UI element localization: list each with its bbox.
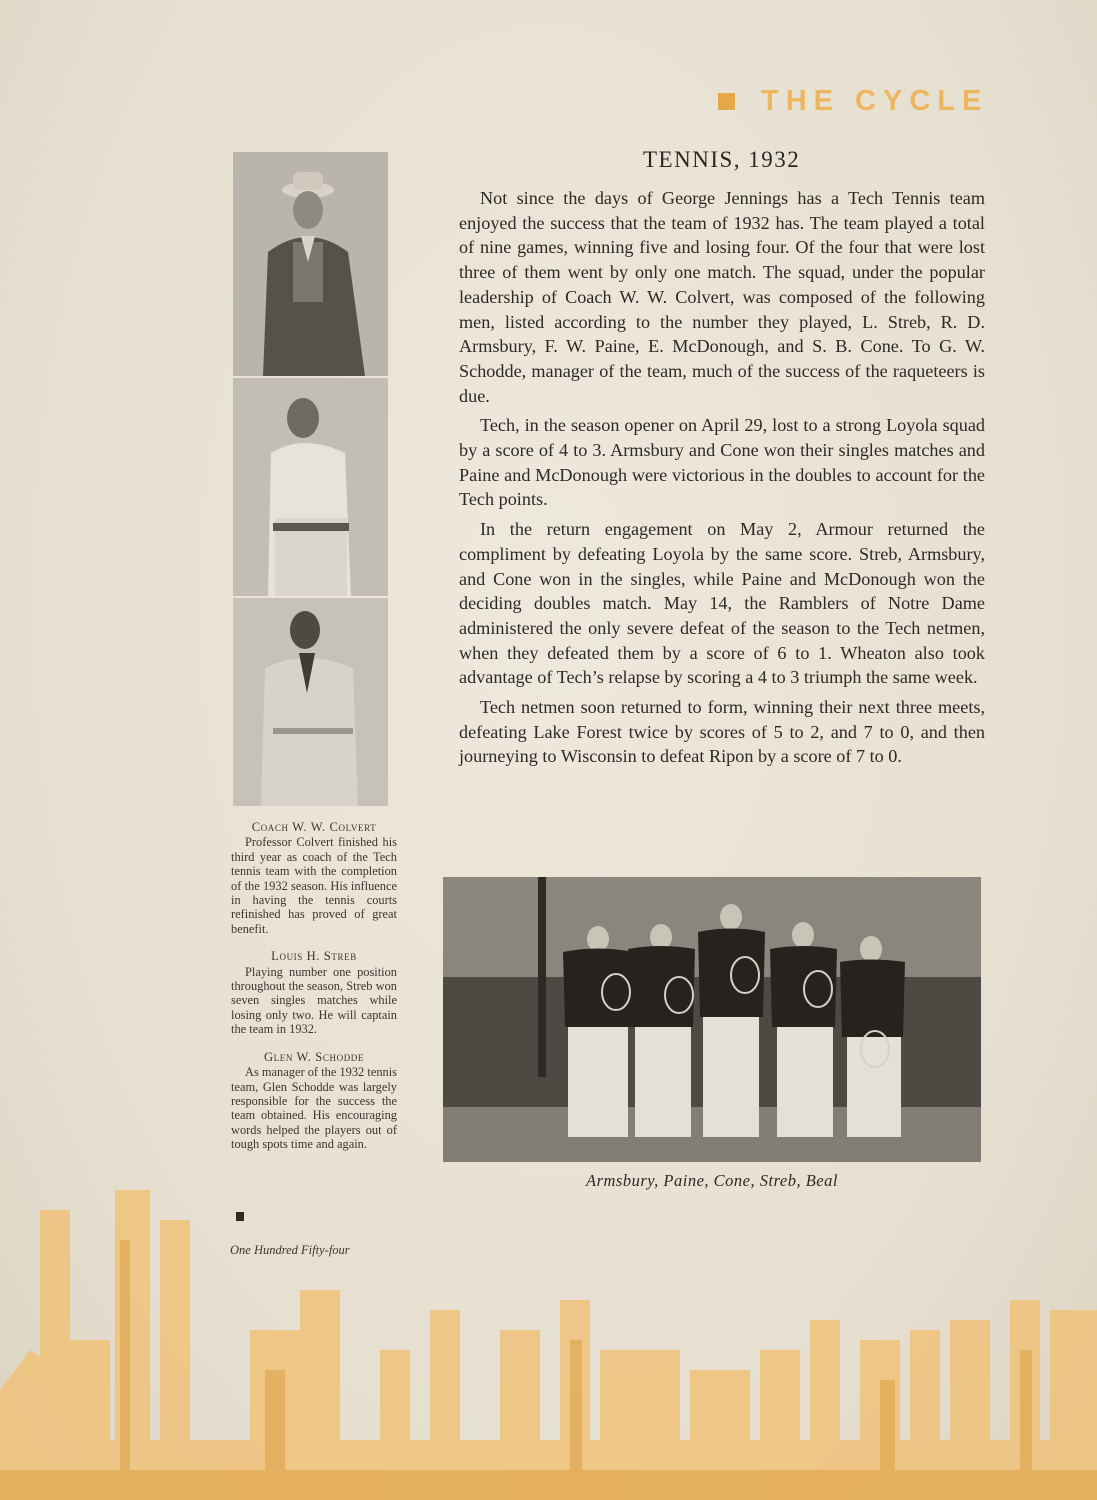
caption-name-schodde: Glen W. Schodde: [263, 1049, 365, 1064]
section-end-square-icon: [236, 1212, 244, 1221]
team-photo-caption: Armsbury, Paine, Cone, Streb, Beal: [586, 1171, 838, 1190]
page-number: One Hundred Fifty-four: [230, 1243, 350, 1257]
header-title: THE CYCLE: [761, 84, 989, 117]
sidebar-captions: [231, 820, 397, 1165]
portrait-schodde: [233, 598, 388, 806]
portrait-streb: [233, 378, 388, 596]
portrait-column: [233, 152, 388, 808]
caption-name-colvert: Coach W. W. Colvert: [251, 820, 377, 834]
caption-name-streb: Louis H. Streb: [271, 949, 357, 964]
caption-text-streb: Playing number one position throughout the season, Streb won seven singles matches while losing only two. He will captain the team in 1932.: [231, 964, 397, 1037]
running-header: [718, 84, 1008, 118]
caption-text-schodde: As manager of the 1932 tennis team, Glen Schodde was largely responsible for the success the team obtained. His encouraging words helped the players out of tough spots time and again.: [231, 1065, 397, 1152]
article-paragraph: In the return engagement on May 2, Armour returned the compliment by defeating Loyola by the same score. Streb, Armsbury, and Cone won in the singles, while Paine and McDonough won the deciding doubles match. May 14, the Ramblers of Notre Dame administered the only severe defeat of the season to the Tech netmen, when they defeated them by a score of 6 to 1. Wheaton also took advantage of Tech’s relapse by scoring a 4 to 3 triumph the same week.: [459, 519, 985, 688]
header-square-icon: [718, 93, 735, 110]
portrait-coach: [233, 152, 388, 376]
article-paragraph: Not since the days of George Jennings has a Tech Tennis team enjoyed the success that the team of 1932 has. The team played a total of nine games, winning five and losing four. Of the four that were lost three of them went by only one match. The squad, under the popular leadership of Coach W. W. Colvert, was composed of the following men, listed according to the number they played, L. Streb, R. D. Armsbury, F. W. Paine, E. McDonough, and S. B. Cone. To G. W. Schodde, manager of the team, much of the success of the raqueteers is due.: [459, 188, 985, 406]
article-title: TENNIS, 1932: [643, 147, 801, 172]
article-body: [459, 186, 985, 774]
team-photo: [443, 877, 981, 1162]
caption-text-colvert: Professor Colvert finished his third year as coach of the Tech tennis team with the completion of the 1932 season. His influence in having the tennis courts refinished has proved of great benefit.: [231, 835, 397, 936]
article-paragraph: Tech netmen soon returned to form, winning their next three meets, defeating Lake Forest twice by scores of 5 to 2, and 7 to 0, and then journeying to Wisconsin to defeat Ripon by a score of 7 to 0.: [459, 697, 985, 767]
skyline-illustration: [0, 1140, 1097, 1500]
article-paragraph: Tech, in the season opener on April 29, lost to a strong Loyola squad by a score of 4 to 3. Armsbury and Cone won their singles matches and Paine and McDonough were victorious in the doubles to account for the Tech points.: [459, 415, 985, 510]
